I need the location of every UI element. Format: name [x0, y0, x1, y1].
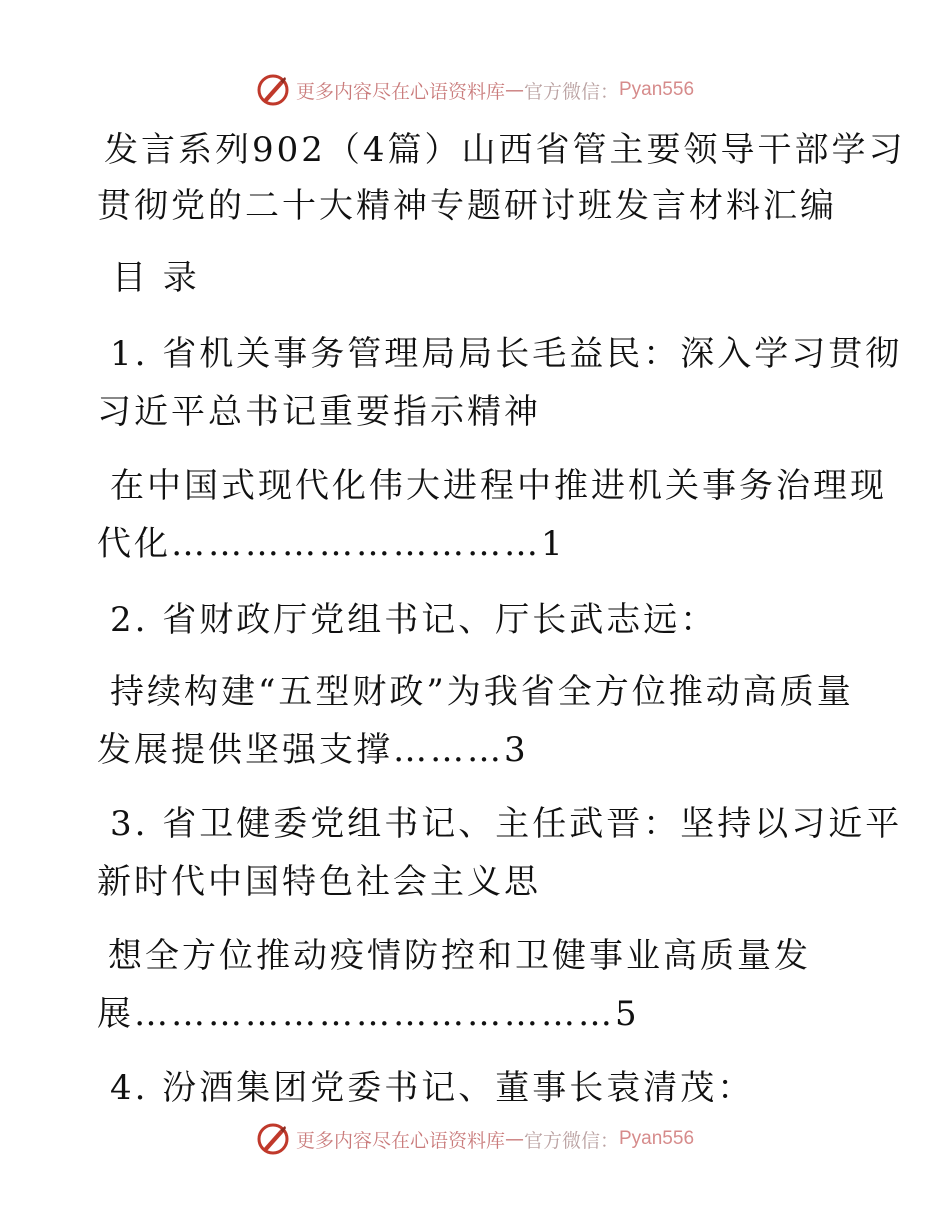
banner-wechat-id: Pyan556	[619, 79, 695, 100]
toc-line: 新时代中国特色社会主义思	[97, 862, 541, 902]
banner-dash: —	[504, 1128, 524, 1150]
watermark-banner-top	[0, 70, 950, 110]
banner-wechat-label: 官方微信：	[523, 80, 619, 103]
toc-line: 展…………………………………5	[97, 994, 640, 1034]
banner-dash: —	[504, 79, 524, 101]
toc-line: 3. 省卫健委党组书记、主任武晋：坚持以习近平	[110, 804, 903, 844]
toc-line: 在中国式现代化伟大进程中推进机关事务治理现	[110, 466, 887, 506]
banner-tagline: 更多内容尽在心语资料库	[295, 1129, 505, 1152]
toc-line: 4. 汾酒集团党委书记、董事长袁清茂：	[110, 1068, 755, 1108]
toc-heading: 目 录	[112, 258, 200, 298]
document-title-line-1: 发言系列902（4篇）山西省管主要领导干部学习	[104, 130, 906, 170]
banner-wechat-id: Pyan556	[619, 1128, 695, 1149]
toc-line: 持续构建“五型财政”为我省全方位推动高质量	[110, 672, 854, 712]
toc-line: 2. 省财政厅党组书记、厅长武志远：	[110, 600, 718, 640]
toc-line: 代化…………………………1	[97, 524, 566, 564]
document-title-line-2: 贯彻党的二十大精神专题研讨班发言材料汇编	[97, 186, 837, 226]
toc-line: 习近平总书记重要指示精神	[97, 392, 541, 432]
quill-logo-icon	[256, 1122, 290, 1156]
toc-line: 发展提供坚强支撑………3	[97, 730, 529, 770]
banner-tagline: 更多内容尽在心语资料库	[295, 80, 505, 103]
toc-line: 想全方位推动疫情防控和卫健事业高质量发	[108, 936, 811, 976]
quill-logo-icon	[256, 73, 290, 107]
toc-line: 1. 省机关事务管理局局长毛益民：深入学习贯彻	[110, 334, 903, 374]
banner-wechat-label: 官方微信：	[523, 1129, 619, 1152]
watermark-banner-bottom	[0, 1119, 950, 1159]
